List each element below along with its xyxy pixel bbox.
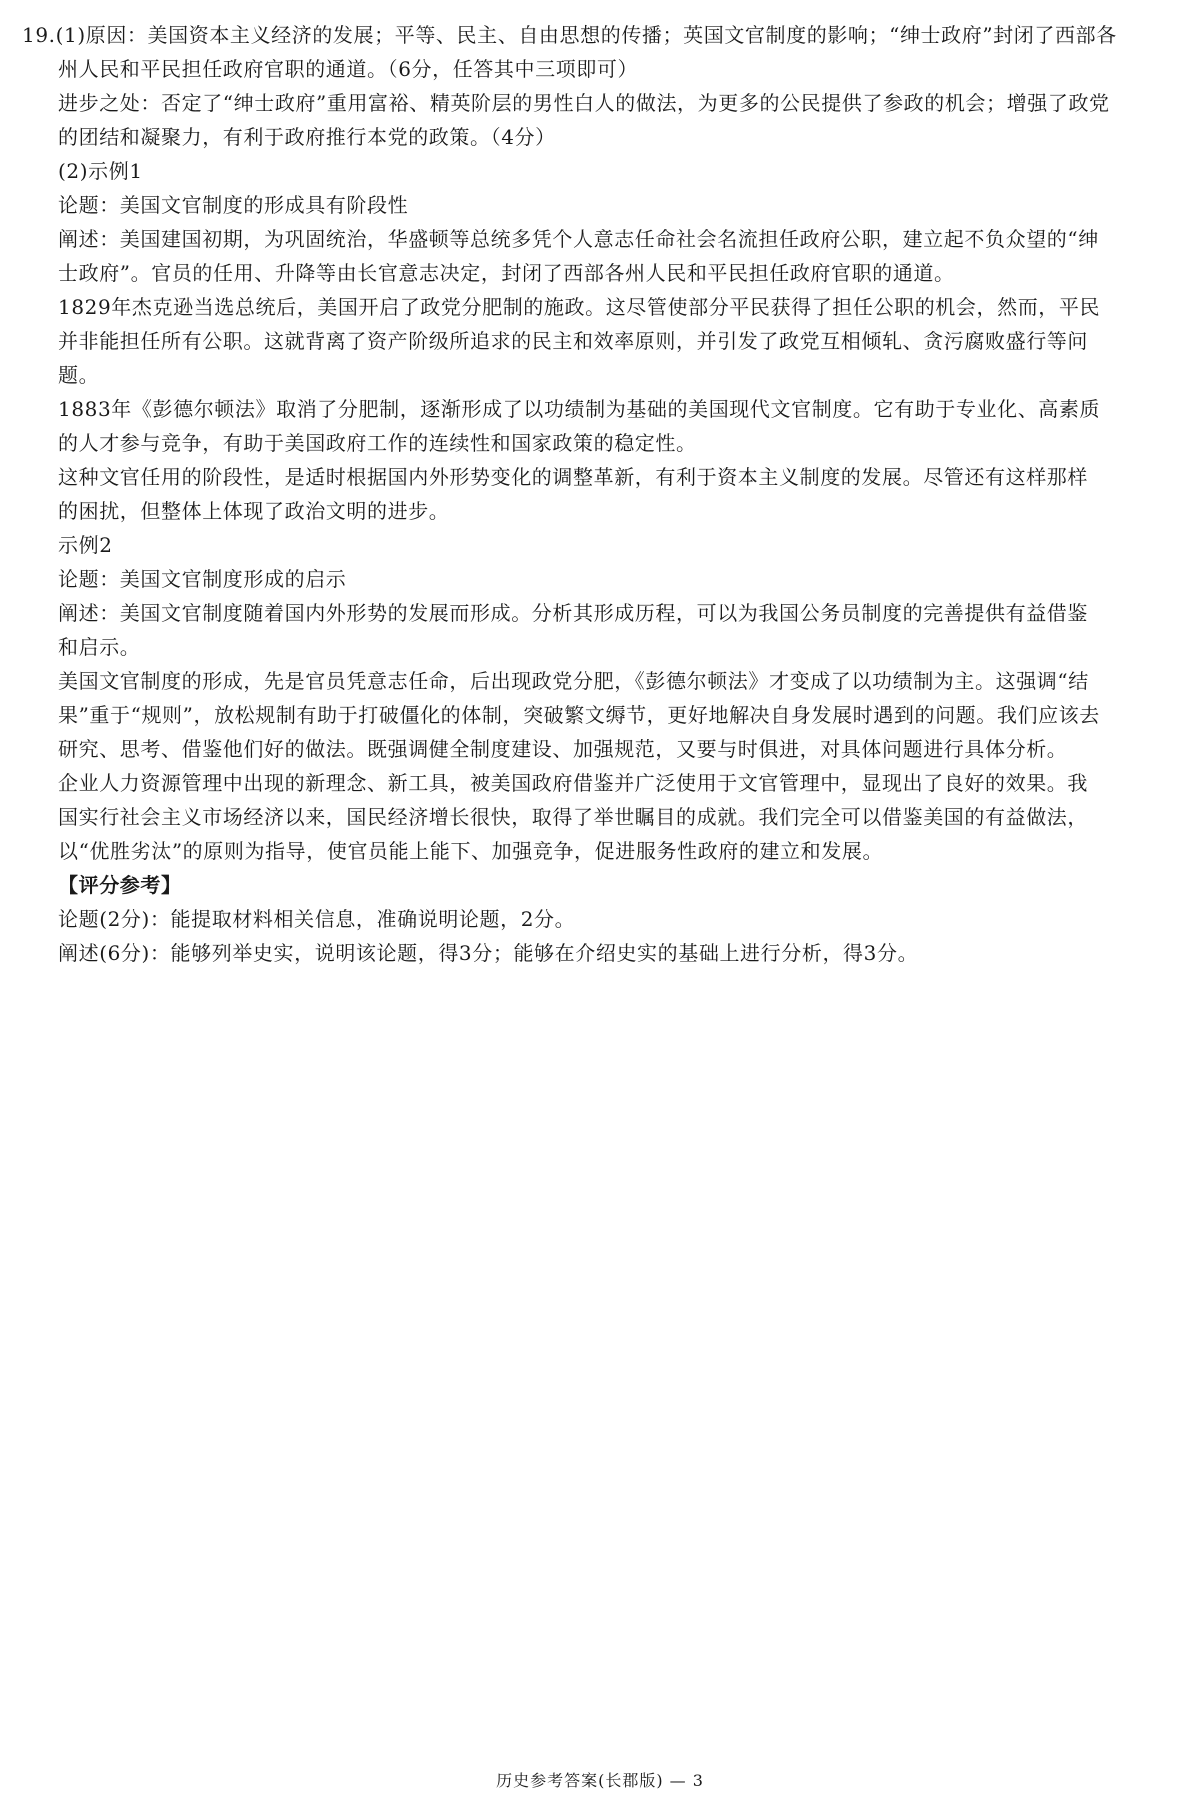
text-line: 和启示。 (58, 635, 141, 659)
text-line: 以“优胜劣汰”的原则为指导，使官员能上能下、加强竞争，促进服务性政府的建立和发展。 (58, 839, 884, 863)
text-line: 阐述(6分)：能够列举史实，说明该论题，得3分；能够在介绍史实的基础上进行分析，得3分。 (58, 941, 919, 965)
text-line: 题。 (58, 363, 100, 387)
text-line: 示例2 (58, 533, 113, 557)
text-line: (2)示例1 (58, 159, 143, 183)
text-line: 阐述：美国建国初期，为巩固统治，华盛顿等总统多凭个人意志任命社会名流担任政府公职，建立起不负众望的“绅 (58, 227, 1099, 251)
answer-text-body (22, 18, 1180, 970)
text-line: 阐述：美国文官制度随着国内外形势的发展而形成。分析其形成历程，可以为我国公务员制度的完善提供有益借鉴 (58, 601, 1088, 625)
text-line: 1829年杰克逊当选总统后，美国开启了政党分肥制的施政。这尽管使部分平民获得了担任公职的机会，然而，平民 (58, 295, 1101, 319)
text-line: 的人才参与竞争，有助于美国政府工作的连续性和国家政策的稳定性。 (58, 431, 697, 455)
text-line: 士政府”。官员的任用、升降等由长官意志决定，封闭了西部各州人民和平民担任政府官职的通道。 (58, 261, 955, 285)
text-line: 进步之处：否定了“绅士政府”重用富裕、精英阶层的男性白人的做法，为更多的公民提供了参政的机会；增强了政党 (58, 91, 1110, 115)
text-line: 果”重于“规则”，放松规制有助于打破僵化的体制，突破繁文缛节，更好地解决自身发展时遇到的问题。我们应该去 (58, 703, 1100, 727)
text-line: 并非能担任所有公职。这就背离了资产阶级所追求的民主和效率原则，并引发了政党互相倾轧、贪污腐败盛行等问 (58, 329, 1088, 353)
text-line: 国实行社会主义市场经济以来，国民经济增长很快，取得了举世瞩目的成就。我们完全可以借鉴美国的有益做法， (58, 805, 1088, 829)
text-line: 的团结和凝聚力，有利于政府推行本党的政策。（4分） (58, 125, 556, 149)
section-heading: 【评分参考】 (58, 873, 182, 897)
text-line: 州人民和平民担任政府官职的通道。（6分，任答其中三项即可） (58, 57, 639, 81)
text-line: 这种文官任用的阶段性，是适时根据国内外形势变化的调整革新，有利于资本主义制度的发展。尽管还有这样那样 (58, 465, 1088, 489)
text-line: 论题(2分)：能提取材料相关信息，准确说明论题，2分。 (58, 907, 576, 931)
text-line: 1883年《彭德尔顿法》取消了分肥制，逐渐形成了以功绩制为基础的美国现代文官制度。它有助于专业化、高素质 (58, 397, 1101, 421)
text-line: 企业人力资源管理中出现的新理念、新工具，被美国政府借鉴并广泛使用于文官管理中，显现出了良好的效果。我 (58, 771, 1088, 795)
page-footer: 历史参考答案(长郡版) — 3 (496, 1771, 704, 1790)
text-line: 美国文官制度的形成，先是官员凭意志任命，后出现政党分肥，《彭德尔顿法》才变成了以功绩制为主。这强调“结 (58, 669, 1089, 693)
text-line: 研究、思考、借鉴他们好的做法。既强调健全制度建设、加强规范，又要与时俱进，对具体问题进行具体分析。 (58, 737, 1068, 761)
text-line: 论题：美国文官制度的形成具有阶段性 (58, 193, 409, 217)
text-line: 的困扰，但整体上体现了政治文明的进步。 (58, 499, 450, 523)
text-line: 19.(1)原因：美国资本主义经济的发展；平等、民主、自由思想的传播；英国文官制度的影响；“绅士政府”封闭了西部各 (22, 23, 1117, 47)
text-line: 论题：美国文官制度形成的启示 (58, 567, 347, 591)
